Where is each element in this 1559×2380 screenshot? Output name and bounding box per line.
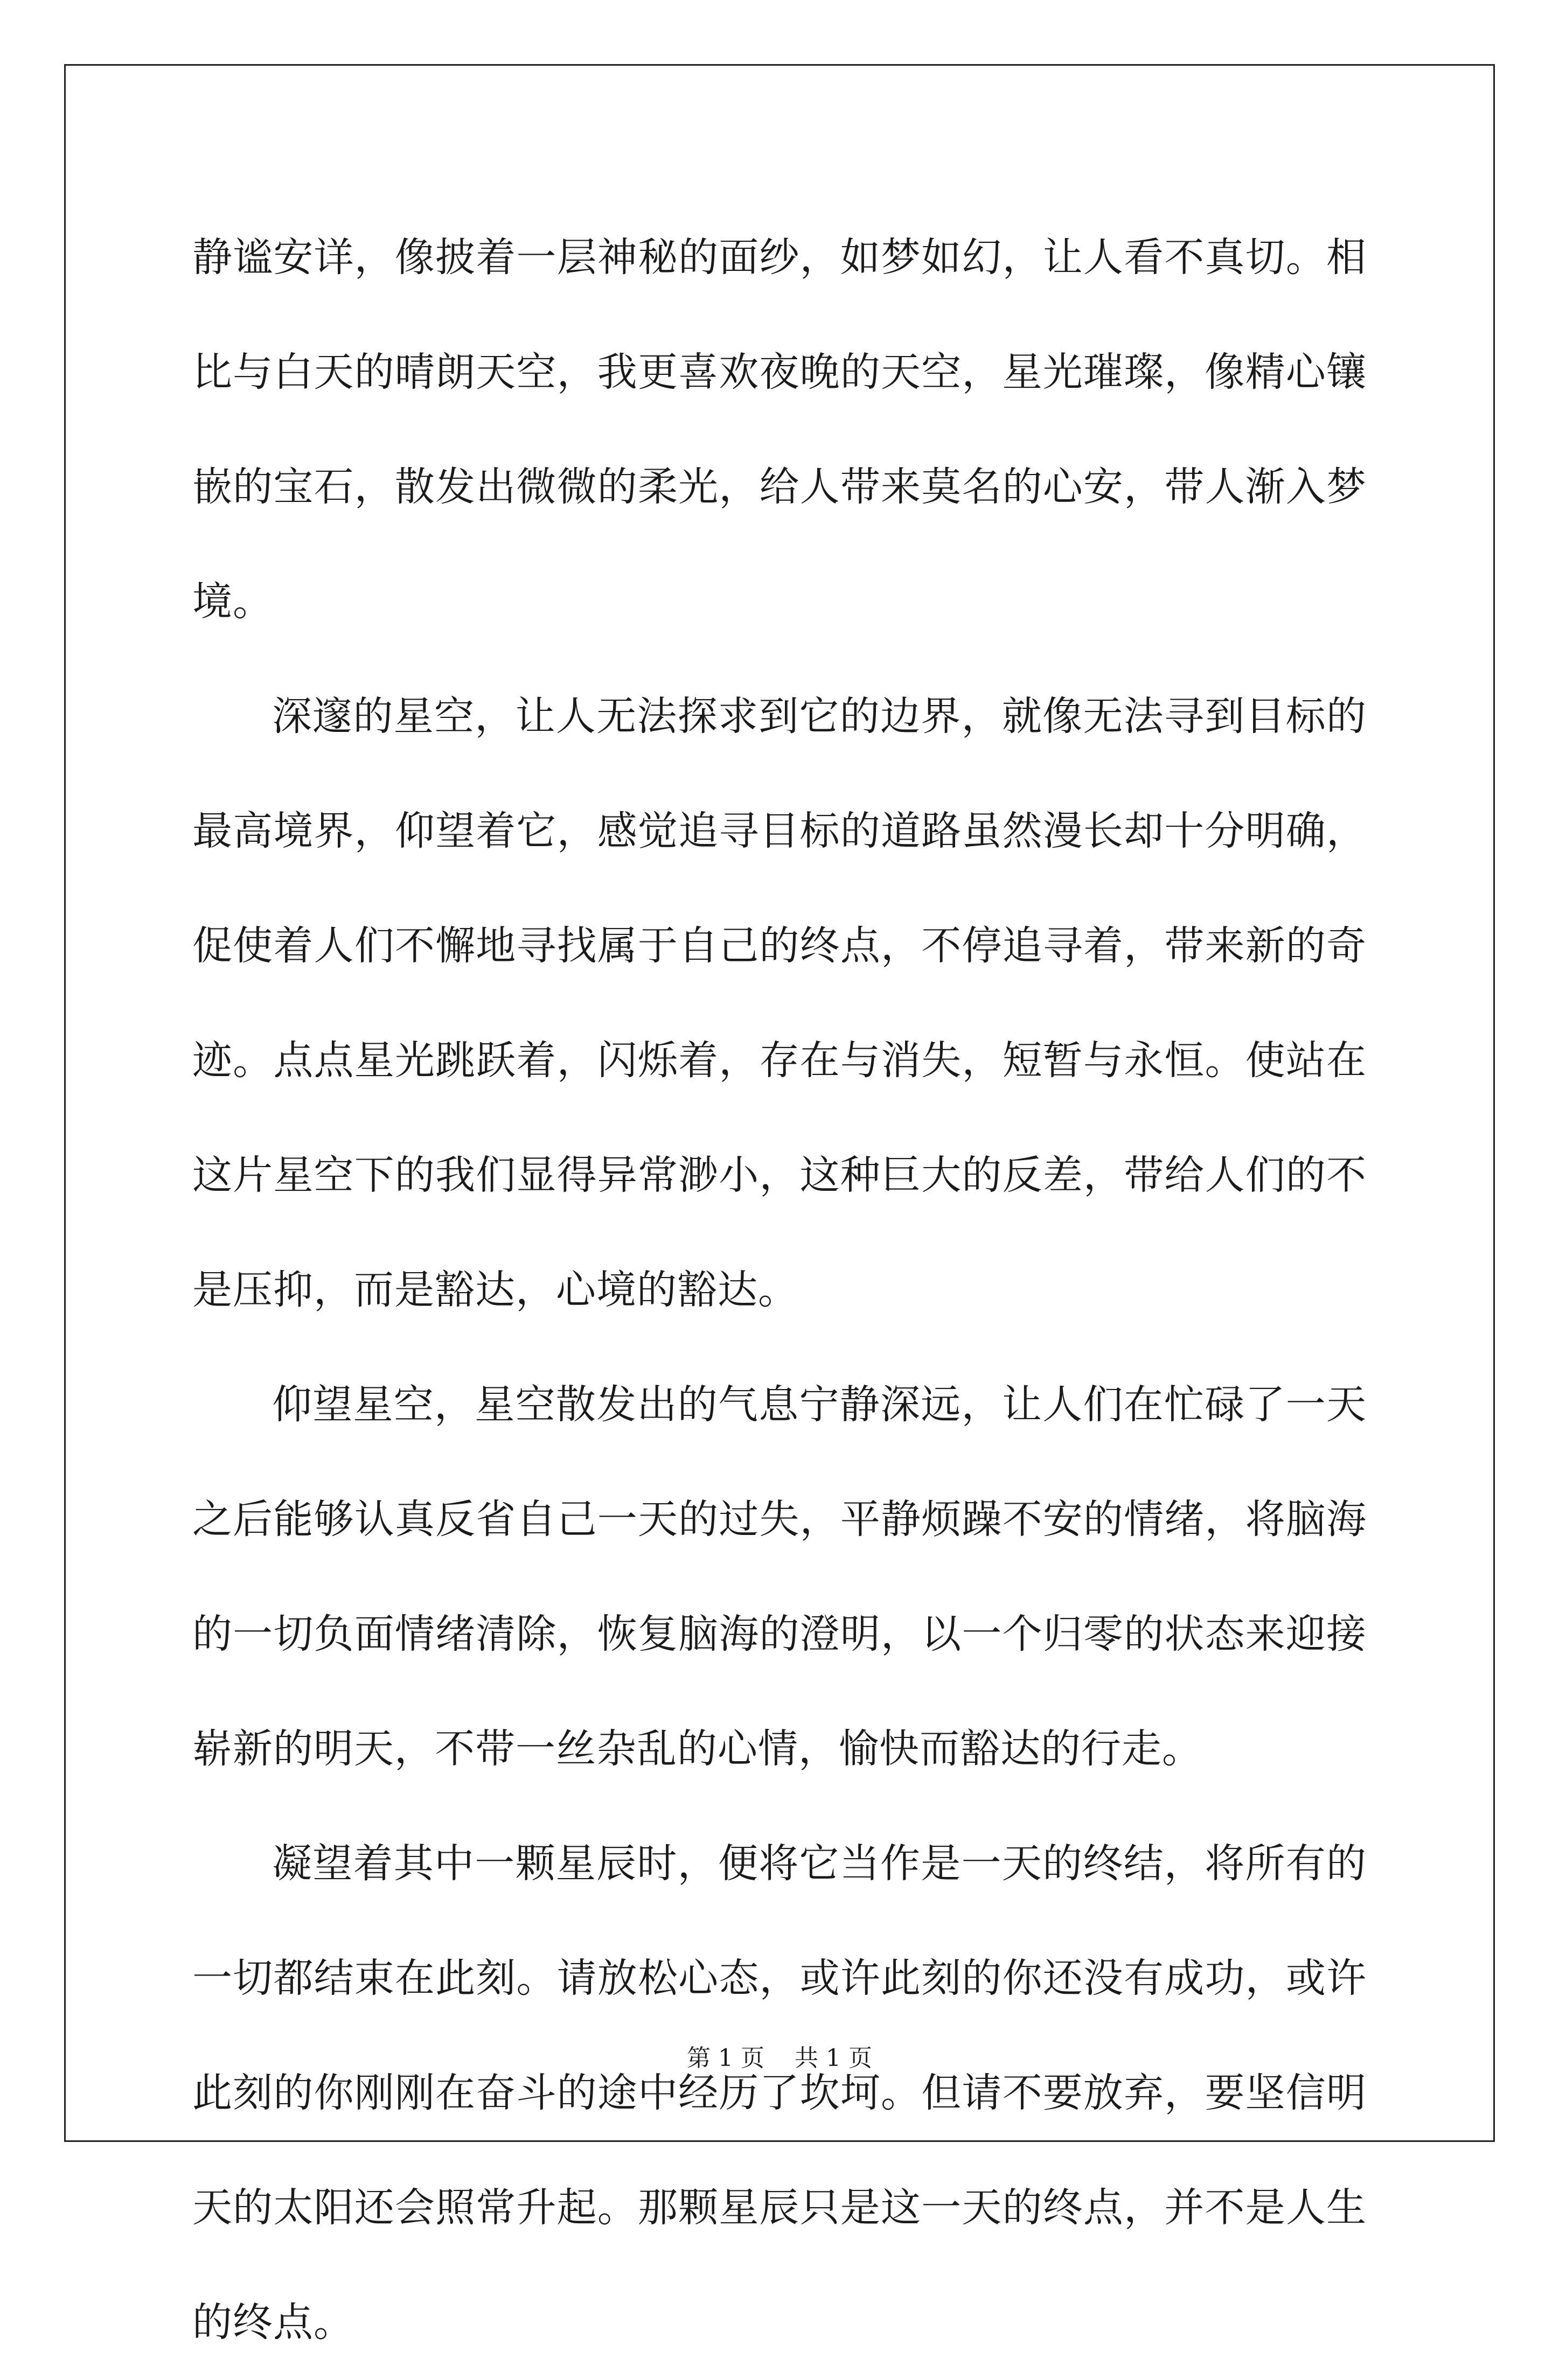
paragraph-2: 深邃的星空，让人无法探求到它的边界，就像无法寻到目标的最高境界，仰望着它，感觉追寻目标的道路虽然漫长却十分明确，促使着人们不懈地寻找属于自己的终点，不停追寻着，带来新的奇迹。点点星光跳跃着，闪烁着，存在与消失，短暂与永恒。使站在这片星空下的我们显得异常渺小，这种巨大的反差，带给人们的不是压抑，而是豁达，心境的豁达。	[192, 693, 1367, 1313]
paragraph-1: 静谧安详，像披着一层神秘的面纱，如梦如幻，让人看不真切。相比与白天的晴朗天空，我更喜欢夜晚的天空，星光璀璨，像精心镶嵌的宝石，散发出微微的柔光，给人带来莫名的心安，带人渐入梦境。	[192, 234, 1367, 625]
page-number: 第 1 页	[687, 2044, 764, 2072]
page-total: 共 1 页	[795, 2044, 872, 2072]
page-footer	[0, 2042, 1559, 2075]
paragraph-3: 仰望星空，星空散发出的气息宁静深远，让人们在忙碌了一天之后能够认真反省自己一天的过失，平静烦躁不安的情绪，将脑海的一切负面情绪清除，恢复脑海的澄明，以一个归零的状态来迎接崭新的明天，不带一丝杂乱的心情，愉快而豁达的行走。	[192, 1381, 1367, 1772]
paragraph-4: 凝望着其中一颗星辰时，便将它当作是一天的终结，将所有的一切都结束在此刻。请放松心态，或许此刻的你还没有成功，或许此刻的你刚刚在奋斗的途中经历了坎坷。但请不要放弃，要坚信明天的太阳还会照常升起。那颗星辰只是这一天的终点，并不是人生的终点。	[192, 1840, 1367, 2346]
